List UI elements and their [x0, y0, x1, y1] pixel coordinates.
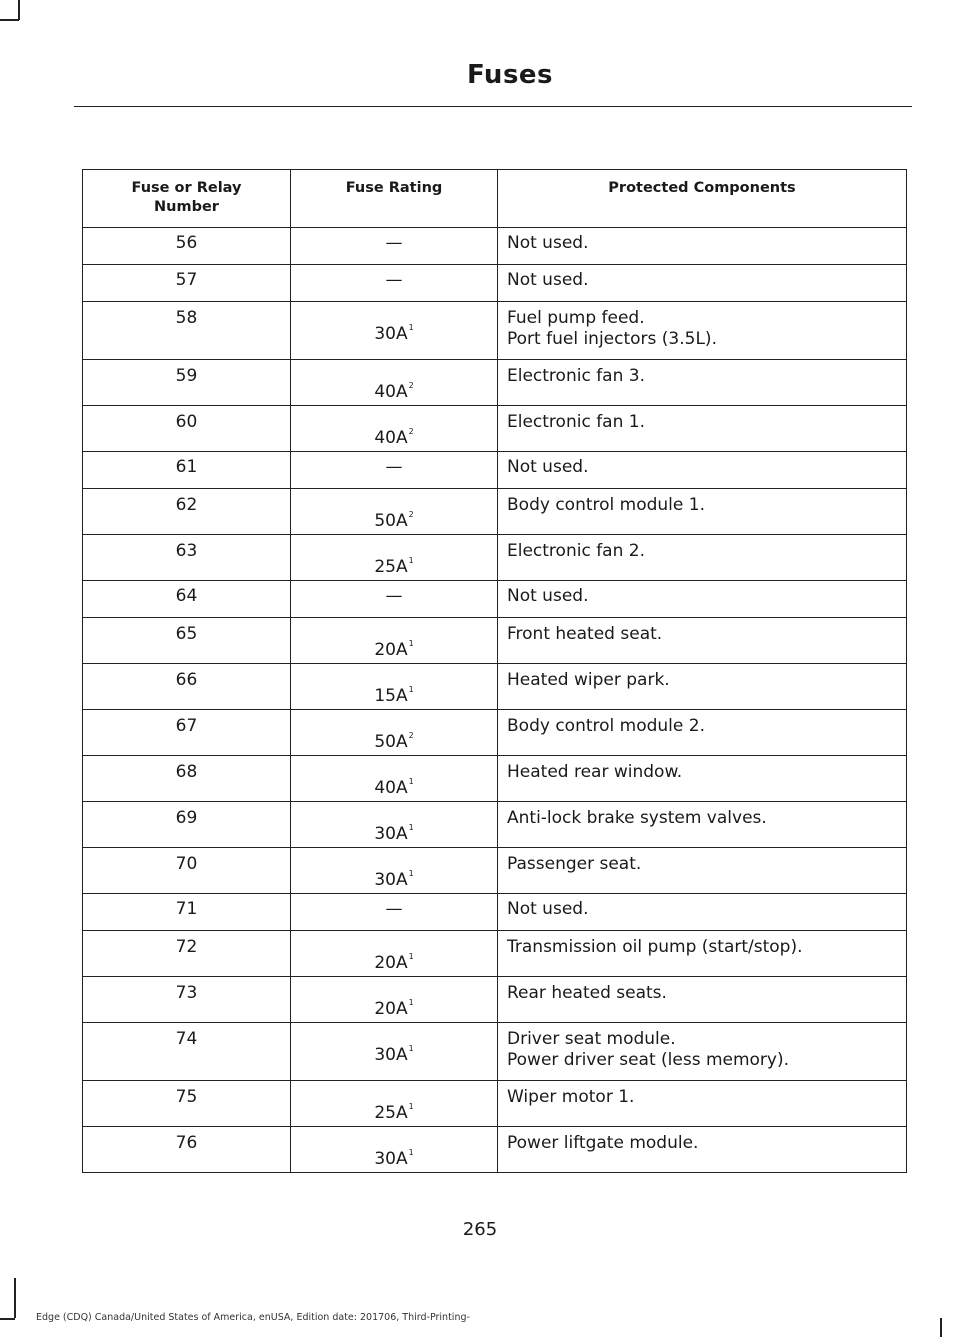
fuse-rating	[291, 756, 498, 802]
crop-mark-bottom-right	[940, 1318, 942, 1337]
fuse-rating	[291, 1023, 498, 1081]
fuse-rating	[291, 894, 498, 931]
component-line: Not used.	[507, 233, 589, 253]
table-row	[83, 710, 907, 756]
fuse-rating	[291, 265, 498, 302]
fuse-rating-value: —	[385, 233, 403, 253]
protected-components	[498, 802, 907, 848]
fuse-rating	[291, 802, 498, 848]
component-line: Heated rear window.	[507, 762, 683, 782]
protected-components	[498, 1081, 907, 1127]
table-row	[83, 802, 907, 848]
table-row	[83, 489, 907, 535]
component-line: Fuel pump feed.	[507, 308, 645, 328]
fuse-rating-value: —	[385, 457, 403, 477]
table-row	[83, 1127, 907, 1173]
fuse-rating	[291, 618, 498, 664]
fuse-rating-value: —	[385, 270, 403, 290]
table-row	[83, 664, 907, 710]
protected-components	[498, 618, 907, 664]
footnote-marker: 1	[408, 869, 414, 878]
fuse-number: 71	[83, 894, 291, 931]
fuse-rating-value: 50A	[374, 511, 408, 531]
fuse-number: 65	[83, 618, 291, 664]
component-line: Rear heated seats.	[507, 983, 667, 1003]
table-row	[83, 931, 907, 977]
table-row	[83, 302, 907, 360]
fuse-rating	[291, 977, 498, 1023]
component-line: Not used.	[507, 457, 589, 477]
protected-components	[498, 489, 907, 535]
footnote-marker: 1	[408, 556, 414, 565]
fuse-rating-value: —	[385, 586, 403, 606]
fuse-rating-value: 20A	[374, 999, 408, 1019]
footnote-marker: 1	[408, 1148, 414, 1157]
table-row	[83, 894, 907, 931]
crop-mark-top-left	[18, 0, 20, 20]
table-row	[83, 1081, 907, 1127]
fuse-number: 75	[83, 1081, 291, 1127]
table-row	[83, 1023, 907, 1081]
fuse-rating	[291, 302, 498, 360]
fuse-rating-value: —	[385, 899, 403, 919]
fuse-number: 72	[83, 931, 291, 977]
title-divider	[74, 106, 912, 107]
footnote-marker: 2	[408, 427, 414, 436]
footnote-marker: 1	[408, 1044, 414, 1053]
page-title: Fuses	[466, 60, 554, 90]
fuse-rating-value: 30A	[374, 324, 408, 344]
footnote-marker: 1	[408, 823, 414, 832]
footnote-marker: 1	[408, 952, 414, 961]
crop-mark-top-left-h	[0, 19, 19, 21]
table-row	[83, 360, 907, 406]
component-line: Heated wiper park.	[507, 670, 670, 690]
fuse-number: 57	[83, 265, 291, 302]
fuse-number: 62	[83, 489, 291, 535]
fuse-number: 69	[83, 802, 291, 848]
fuse-rating-value: 30A	[374, 1045, 408, 1065]
component-line: Anti-lock brake system valves.	[507, 808, 767, 828]
table-row	[83, 265, 907, 302]
fuse-number: 60	[83, 406, 291, 452]
fuse-number: 68	[83, 756, 291, 802]
fuse-rating-value: 40A	[374, 428, 408, 448]
footnote-marker: 1	[408, 639, 414, 648]
component-line: Power liftgate module.	[507, 1133, 699, 1153]
protected-components	[498, 452, 907, 489]
fuse-number: 61	[83, 452, 291, 489]
protected-components	[498, 406, 907, 452]
fuse-rating	[291, 489, 498, 535]
protected-components	[498, 756, 907, 802]
footnote-marker: 1	[408, 998, 414, 1007]
fuse-rating-value: 50A	[374, 732, 408, 752]
fuse-number: 73	[83, 977, 291, 1023]
fuse-rating	[291, 360, 498, 406]
protected-components	[498, 581, 907, 618]
protected-components	[498, 931, 907, 977]
component-line: Passenger seat.	[507, 854, 642, 874]
protected-components	[498, 302, 907, 360]
component-line: Wiper motor 1.	[507, 1087, 635, 1107]
table-row	[83, 535, 907, 581]
fuse-number: 58	[83, 302, 291, 360]
fuse-rating-value: 20A	[374, 953, 408, 973]
fuse-rating	[291, 452, 498, 489]
component-line: Not used.	[507, 270, 589, 290]
table-row	[83, 618, 907, 664]
component-line: Body control module 1.	[507, 495, 705, 515]
footnote-marker: 1	[408, 1102, 414, 1111]
table-row	[83, 228, 907, 265]
footnote-marker: 1	[408, 777, 414, 786]
fuse-rating-value: 15A	[374, 686, 408, 706]
protected-components	[498, 977, 907, 1023]
fuse-number: 76	[83, 1127, 291, 1173]
component-line: Not used.	[507, 586, 589, 606]
component-line: Power driver seat (less memory).	[507, 1050, 790, 1070]
table-row	[83, 406, 907, 452]
fuse-number: 70	[83, 848, 291, 894]
protected-components	[498, 894, 907, 931]
header-fuse-rating: Fuse Rating	[291, 170, 498, 228]
component-line: Driver seat module.	[507, 1029, 676, 1049]
protected-components	[498, 1127, 907, 1173]
component-line: Not used.	[507, 899, 589, 919]
component-line: Transmission oil pump (start/stop).	[507, 937, 803, 957]
page-number: 265	[462, 1219, 498, 1240]
component-line: Front heated seat.	[507, 624, 663, 644]
fuse-rating	[291, 848, 498, 894]
crop-mark-bottom-left	[14, 1278, 16, 1318]
fuse-number: 59	[83, 360, 291, 406]
fuse-number: 74	[83, 1023, 291, 1081]
fuse-rating-value: 40A	[374, 778, 408, 798]
footnote-marker: 2	[408, 510, 414, 519]
fuse-rating-value: 25A	[374, 1103, 408, 1123]
fuse-rating	[291, 931, 498, 977]
fuse-rating	[291, 535, 498, 581]
fuse-rating	[291, 1081, 498, 1127]
fuse-rating	[291, 710, 498, 756]
component-line: Electronic fan 2.	[507, 541, 646, 561]
protected-components	[498, 848, 907, 894]
protected-components	[498, 535, 907, 581]
component-line: Electronic fan 3.	[507, 366, 646, 386]
fuse-table	[82, 169, 907, 1173]
protected-components	[498, 360, 907, 406]
fuse-rating-value: 20A	[374, 640, 408, 660]
fuse-rating	[291, 1127, 498, 1173]
protected-components	[498, 228, 907, 265]
fuse-table-body	[83, 228, 907, 1173]
table-row	[83, 581, 907, 618]
fuse-number: 56	[83, 228, 291, 265]
protected-components	[498, 265, 907, 302]
table-row	[83, 756, 907, 802]
fuse-number: 63	[83, 535, 291, 581]
header-fuse-number: Fuse or Relay Number	[83, 170, 291, 228]
edition-footer: Edge (CDQ) Canada/United States of America, enUSA, Edition date: 201706, Third-Printing-	[36, 1312, 470, 1323]
component-line: Body control module 2.	[507, 716, 705, 736]
fuse-rating	[291, 228, 498, 265]
fuse-rating	[291, 406, 498, 452]
fuse-number: 64	[83, 581, 291, 618]
fuse-rating-value: 30A	[374, 1149, 408, 1169]
header-protected-components: Protected Components	[498, 170, 907, 228]
fuse-rating	[291, 581, 498, 618]
table-header-row	[83, 170, 907, 228]
table-row	[83, 452, 907, 489]
footnote-marker: 2	[408, 381, 414, 390]
fuse-rating-value: 25A	[374, 557, 408, 577]
footnote-marker: 1	[408, 323, 414, 332]
fuse-number: 67	[83, 710, 291, 756]
fuse-rating-value: 30A	[374, 824, 408, 844]
fuse-rating-value: 30A	[374, 870, 408, 890]
protected-components	[498, 664, 907, 710]
table-row	[83, 977, 907, 1023]
table-row	[83, 848, 907, 894]
fuse-rating-value: 40A	[374, 382, 408, 402]
footnote-marker: 1	[408, 685, 414, 694]
protected-components	[498, 710, 907, 756]
component-line: Port fuel injectors (3.5L).	[507, 329, 717, 349]
crop-mark-bottom-left-h	[0, 1318, 15, 1320]
protected-components	[498, 1023, 907, 1081]
fuse-number: 66	[83, 664, 291, 710]
fuse-rating	[291, 664, 498, 710]
footnote-marker: 2	[408, 731, 414, 740]
component-line: Electronic fan 1.	[507, 412, 646, 432]
